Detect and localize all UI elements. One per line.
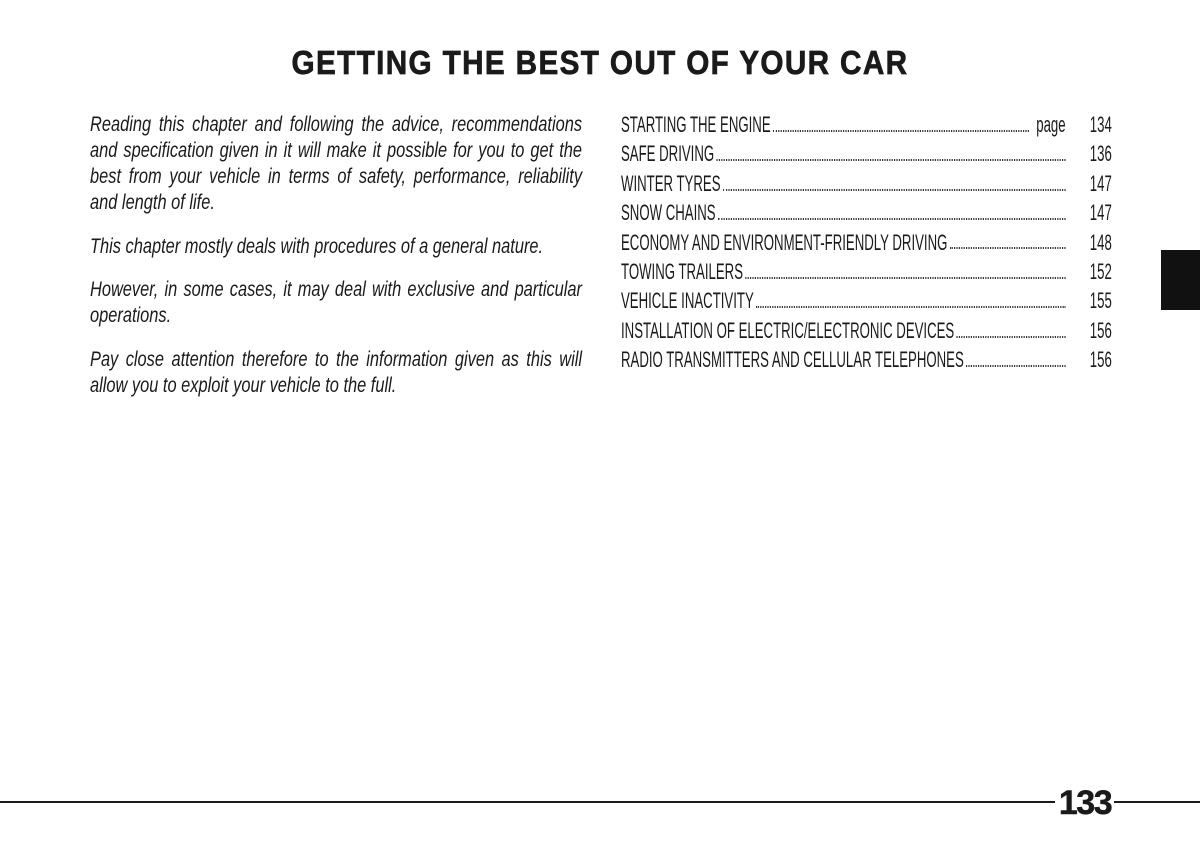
paragraph-line: Reading this chapter and following the advice, recommendations — [90, 113, 583, 136]
entry-page-number: 155 — [1089, 288, 1112, 314]
dot-leader — [950, 247, 1066, 249]
intro-paragraph — [90, 347, 582, 399]
entry-title: WINTER TYRES — [621, 170, 721, 196]
entry-page-number: 148 — [1089, 229, 1112, 255]
section-tab — [1161, 250, 1200, 310]
contents-entry — [621, 110, 1112, 139]
intro-paragraph — [90, 277, 582, 329]
entry-page-number: 136 — [1089, 141, 1112, 167]
intro-text — [90, 112, 582, 416]
dot-leader — [966, 365, 1065, 367]
contents-entry — [621, 139, 1112, 168]
paragraph-line: allow you to exploit your vehicle to the full. — [90, 373, 397, 397]
entry-title: ECONOMY AND ENVIRONMENT-FRIENDLY DRIVING — [621, 229, 948, 255]
contents-entry — [621, 228, 1112, 257]
dot-leader — [756, 306, 1065, 308]
intro-paragraph — [90, 112, 582, 216]
entry-title: SAFE DRIVING — [621, 141, 715, 167]
footer-rule — [0, 801, 1055, 803]
entry-title: TOWING TRAILERS — [621, 258, 743, 284]
entry-page-number: 156 — [1089, 317, 1112, 343]
entry-page-number: 147 — [1089, 200, 1112, 226]
entry-title: RADIO TRANSMITTERS AND CELLULAR TELEPHONES — [621, 347, 964, 373]
paragraph-line: operations. — [90, 304, 172, 327]
entry-page-number: 156 — [1089, 347, 1112, 373]
contents-entry — [621, 316, 1112, 345]
entry-page-number: 147 — [1089, 170, 1112, 196]
contents-list — [621, 110, 1112, 375]
contents-entry — [621, 286, 1112, 315]
entry-title: SNOW CHAINS — [621, 200, 716, 226]
paragraph-line: However, in some cases, it may deal with exclusive and particular — [90, 278, 583, 301]
dot-leader — [773, 130, 1029, 132]
dot-leader — [723, 189, 1066, 191]
paragraph-line: best from your vehicle in terms of safety, performance, reliability — [90, 165, 583, 188]
paragraph-line: This chapter mostly deals with procedures of a general nature. — [90, 234, 544, 258]
contents-entry — [621, 198, 1112, 227]
entry-title: INSTALLATION OF ELECTRIC/ELECTRONIC DEVICES — [621, 317, 955, 343]
dot-leader — [957, 336, 1066, 338]
page-label: page — [1036, 111, 1066, 137]
contents-entry — [621, 169, 1112, 198]
entry-page-number: 134 — [1089, 111, 1112, 137]
entry-page-number: 152 — [1089, 258, 1112, 284]
paragraph-line: Pay close attention therefore to the information given as this will — [90, 347, 583, 371]
page-title: GETTING THE BEST OUT OF YOUR CAR — [291, 44, 909, 81]
entry-title: STARTING THE ENGINE — [621, 111, 771, 137]
paragraph-line: and length of life. — [90, 191, 215, 214]
intro-paragraph — [90, 234, 582, 260]
page-number: 133 — [1058, 784, 1112, 822]
entry-title: VEHICLE INACTIVITY — [621, 288, 754, 314]
footer-rule — [1114, 801, 1200, 803]
dot-leader — [718, 218, 1066, 220]
contents-entry — [621, 257, 1112, 286]
contents-entry — [621, 345, 1112, 374]
dot-leader — [745, 277, 1065, 279]
dot-leader — [717, 159, 1066, 161]
paragraph-line: and specification given in it will make it possible for you to get the — [90, 139, 583, 162]
